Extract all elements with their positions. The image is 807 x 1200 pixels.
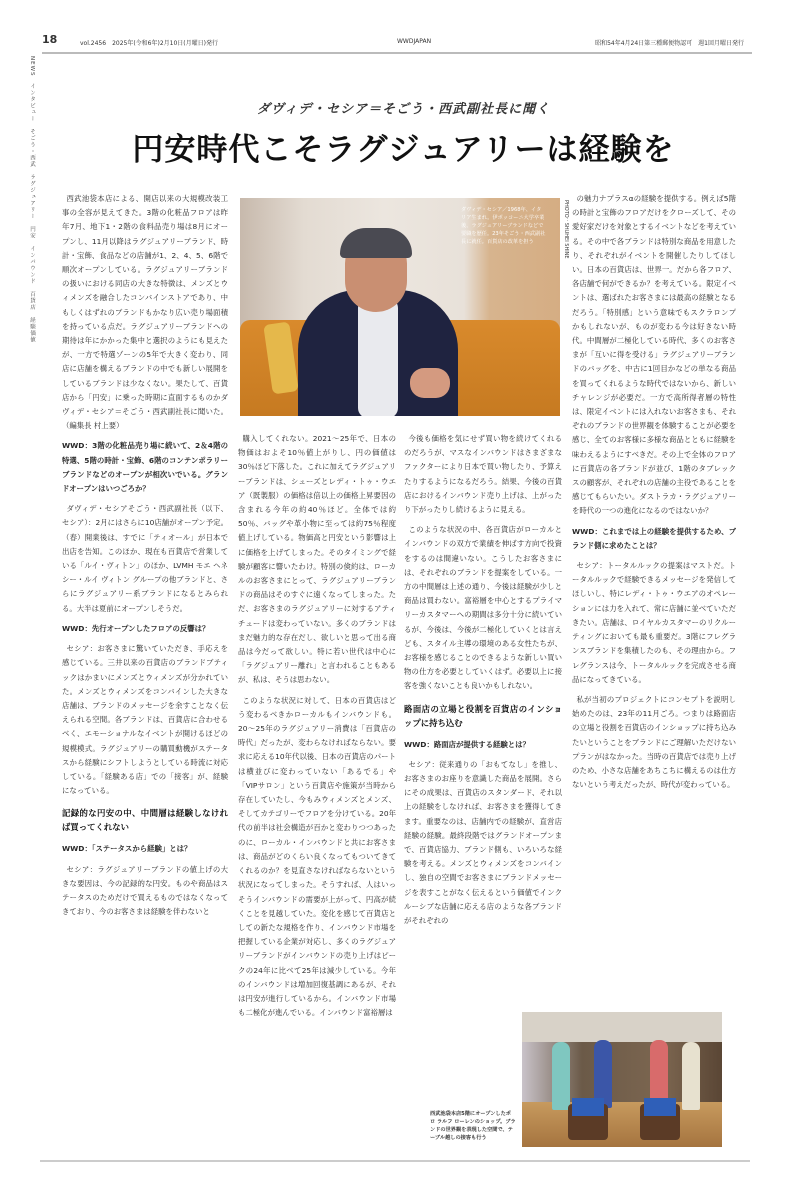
paragraph: セシア：お客さまに驚いていただき、手応えを感じている。三井以来の百貨店のブランドブティックはかまいにメンズとウィメンズが分かれていた。メンズとウィメンズをコンバインした大きな店舗は、ブランドのメッセージを余すことなく伝えられる空間。各ブランドは、百貨店に合わせるべく、エモーショナルなイベントが開けるほどの規模模式。ラグジュアリーの購買動機がステータスから経験にシフトしようとしている時流に対応している。「経験ある店」での「接客」が、経験になっている。 — [62, 644, 228, 796]
mannequin — [552, 1042, 570, 1110]
paragraph: ダヴィデ・セシアそごう・西武副社長（以下、セシア）：2月にはさらに10店舗がオープン予定。（春）開業後は、すでに「ティオール」が日本で出店を告知。このほか、現在も百貨店で営業している「ルイ・ヴィトン」のほか、LVMH モエ ヘネシー・ルイ ヴィトン グループの他ブランドと、さらにラグジュアリー系ブランドになるとみられる。大半は夏前にオープンしそうだ。 — [62, 504, 228, 613]
article-kicker: ダヴィデ・セシア＝そごう・西武副社長に聞く — [256, 102, 551, 117]
interview-question: WWD：3階の化粧品売り場に続いて、2＆4階の特選、5階の時計・宝飾、6階のコンテンポラリーブランドなどのオープンが相次いでいる。グランドオープンはいつごろか？ — [62, 441, 228, 494]
paragraph: 西武池袋本店による、開店以来の大規模改装工事の全容が見えてきた。3階の化粧品フロアは昨年7月、地下1・2階の食料品売り場は8月にオープンし、11月以降はラグジュアリーブランド、時計・宝飾、食品などの店舗が1、2、4、5、6階で順次オープンしている。ラグジュアリーブランドの扱いにおける同店の大きな特徴は、メンズとウィメンズを融合したコンバインストアであり、中もしくはずれのブランドもかなり広い売り場面積を持っている点だ。ラグジュアリーブランドへの期待は年にかかった集中と選択のようにも見えたが、一方で特選ゾーンの5年で大きく変わり、同店に店舗を構えるブランドの中でも新しい展開をしているブランドは少なくない。果たして、百貨店から「円安」に乗った時期に直面するものかダヴィデ・セシア＝そごう・西武副社長に聞いた。（編集長 村上要） — [62, 194, 228, 431]
paragraph: セシア：ラグジュアリーブランドの値上げの大きな要因は、今の記録的な円安。ものや商品はステータスのためだけで買えるものではなくなってきており、今のお客さまは経験を伴わないと — [62, 864, 228, 917]
subheading: 路面店の立場と役割を百貨店のインショップに持ち込む — [404, 703, 562, 728]
photo-subject-hand — [410, 368, 450, 398]
paragraph: 購入してくれない。2021〜25年で、日本の物価はおよそ10％値上がりし、円の価値は30％ほど下落した。これに加えてラグジュアリーブランドは、シューズとレディ・トゥ・ウエア（既製服）の価格は倍以上の価格上昇要因の含まれる今年の約40％ほど。全体では約50％、バッグや革小物に至っては約75％程度値上げしている。物価高と円安という影響は上に価格を上げてしまった。そのタイミングで経験が顧客に響いたわけ。特別の倹約は、ローカルのお客さまにとって、ラグジュアリーブランドの商品はそのすぐに遠くなってしまった。ただ、お客さまのラグジュアリーに対するアティチュードは変わっていない。多くのブランドはまだ魅力的な存在だし、欲しいと思って出る商品は今だって欲しい。特に若い世代は中心に「ラグジュアリー離れ」と言われることもあるが、私は、そうは思わない。 — [238, 434, 396, 685]
side-index-strip: NEWS インタビュー そごう・西武 ラグジュアリー 円安 インバウンド 百貨店 経験価値 — [29, 56, 35, 344]
subheading: 記録的な円安の中、中間層は経験しなければ買ってくれない — [62, 808, 228, 833]
photo-subject-shirt — [358, 298, 398, 416]
photo-caption: ダヴィデ・セシア／1968年、イタリア生まれ。伊ボッコーニ大学卒業後、ラグジュアリーブランドなどで要職を歴任。23年そごう・西武副社長に就任。百貨店の改革を担う — [461, 207, 546, 245]
paragraph: 今後も価格を気にせず買い物を続けてくれるのだろうが、マスなインバウンドはさまざまなファクターにより日本で買い物したり、予算えたりするようになるだろう。結果、今後の百貨店におけるインバウンド売り上げは、上がったり下がったりし続けるように見える。 — [404, 434, 562, 515]
paragraph: の魅力ナプラスαの経験を提供する。例えば5階の時計と宝飾のフロアだけをクローズして、その愛好家だけを対象とするイベントなどを考えている。その中で各ブランドは特別な商品を用意したり、それぞれがイベントを開催したりしてほしい。日本の百貨店は、世界一。だから各フロア、各店舗で何ができるか？を考えている。限定イベントは、選ばれたお客さまには最高の経験となるだろう。「特別感」という意味でもスクラロンプかもしれないが、ものが変わる今は好きない時代。中間層が二極化している時代、多くのお客さまが「互いに得を受ける」ラグジュアリーブランドのバッグを、中古に1回目かなどの単なる商品を買ってくれるような時代ではないから、新しいチャレンジが必要だ。一方で高所得者層の特性は、限定イベントには入れないお客さまも、それぞれのブランドの世界観を体験することが必要を感じ、全てのお客様に多様な商品とともに経験を味わえるようにすべきだ。その上で全体のフロアに百貨店の各ブランドが並び、1階のタブレックスの顧客が、それぞれの店舗の主役であることを感じてもらいたい。ダストラカ・ラグジュアリーを時代の一つの進化になるのではないか？ — [572, 194, 736, 516]
paragraph: このような状況に対して、日本の百貨店はどう変わるべきかローカルもインバウンドも。20〜25年のラグジュアリー消費は「百貨店の時代」だったが、変わらなければならない。要求に応える10年代以後、日本の百貨店のパートは横並びに変わっていない「あるでる」や「VIPサロン」という百貨店や施策が当時から存在していたし、今もみウィメンズとメンズ、そしてカテゴリーでフロアを分けている。20年代の前半は社会構造が百かと変わりつつあったのに、ローカル・インバウンドと共にお客さまは、商品がどのくらい良くなってもついてきてくれるのか？を見直さなければならないという状況になってしまった。そうすれば、人はいっそうインバウンドの需要が上がって、円高が続くことを見越していた。変化を感じて百貨店としての新たな規格を作り、インバウンド市場を把握している企業が対応し、多くのラグジュアリーブランドがインバウンドの売り上げはピークの24年に比べて25年は減少している。今年のインバウンドは増加回復基調にあるが、それは円安が進行しているから。インバウンド市場も二極化が進んでいる。インバウンド富裕層は — [238, 695, 396, 1018]
paragraph: このような状況の中、各百貨店がローカルとインバウンドの双方で業績を伸ばす方向で投資をするのは間違いない。こうしたお客さまには、それぞれのブランドを提案をしている。一方の中間層は上述の通り、今後は経験が少しと商品は買わない。富裕層を中心とするプライマリーカスタマーへの期間は多分十分に続いているが、今後は、今後が二極化していくとは言えども、スタイル主導の環境のある女性たちが、お客様を感じることのできるような新しい買い物の仕方を必要としていくはず。必要以上に接客を強くないことも良いかもしれない。 — [404, 525, 562, 691]
footer-rule — [40, 1160, 750, 1162]
article-column-4 — [572, 192, 736, 1000]
article-column-2 — [238, 432, 396, 1152]
page-header — [42, 33, 752, 50]
paragraph: セシア：トータルルックの提案はマストだ。トータルルックで経験できるメッセージを発信してほしいし、特にレディ・トゥ・ウエアのオペレーションには力を入れて、常に店舗に並べていただきたい。店舗は、ロイヤルカスタマーのリクルーティングにおいても最も重要だ。3階にフレグランスブランドを集積したのも、その理由から。フレグランスは今、トータルルックを完成させる商品になってきている。 — [572, 561, 736, 684]
photo-ceiling — [522, 1012, 722, 1042]
masthead: WWDJAPAN — [397, 38, 432, 45]
photo-subject-hair — [340, 228, 412, 258]
store-interior-photo — [522, 1012, 722, 1147]
issue-info: vol.2456 2025年(令和6年)2月10日(月曜日)発行 — [80, 40, 218, 47]
folded-garments — [644, 1098, 676, 1116]
article-title: 円安時代こそラグジュアリーは経験を — [132, 132, 675, 168]
paragraph: 私が当初のプロジェクトにコンセプトを説明し始めたのは、23年の11月ごろ。つまりは路面店の立場と役割を百貨店のインショップに持ち込みたいということをブランドにご理解いただけないプランがはなかった。当時の百貨店では売り上げのため、小さな店舗をあちこちに構えるのは仕方ないという考えだったが、時代が変わっている。 — [572, 694, 736, 790]
photo-credit: PHOTO：SHUHEI SHINE — [563, 200, 569, 259]
interview-question: WWD：先行オープンしたフロアの反響は？ — [62, 623, 210, 633]
interview-question: WWD：これまでは上の経験を提供するため、ブランド側に求めたことは？ — [572, 526, 736, 550]
header-rule — [42, 52, 752, 54]
folded-garments — [572, 1098, 604, 1116]
postal-info: 昭和54年4月24日第三種郵便物認可 週1回月曜日発行 — [595, 40, 744, 47]
interview-photo — [240, 198, 560, 416]
interview-question: WWD：路面店が提供する経験とは？ — [404, 739, 530, 749]
paragraph: セシア：従来通りの「おもてなし」を推し、お客さまのお座りを意識した商品を展開。さらにその成果は、百貨店のスタンダード、それ以上の経験をしなければ、お客さまを獲得してきます。重要なのは、店舗内での経験が、直営店経験の経験。最終段階ではグランドオープンまで、百貨店協力、ブランド側も、いろいろな経験を考える。メンズとウィメンズをコンバインし、独自の空間でお客さまにブランドメッセージを表すことがなく伝えるという価値でインクルーシブな店舗に応える店のような各ブランドがそれぞれの — [404, 759, 562, 926]
page-number: 18 — [42, 33, 58, 46]
store-photo-caption: 西武池袋本店5階にオープンしたポロ ラルフ ローレンのショップ。ブランドの世界観を表現した空間で、テーブル越しの接客も行う — [430, 1111, 516, 1141]
article-column-1 — [62, 192, 228, 1152]
interview-question: WWD：「ステータスから経験」とは？ — [62, 844, 192, 854]
mannequin — [682, 1042, 700, 1110]
